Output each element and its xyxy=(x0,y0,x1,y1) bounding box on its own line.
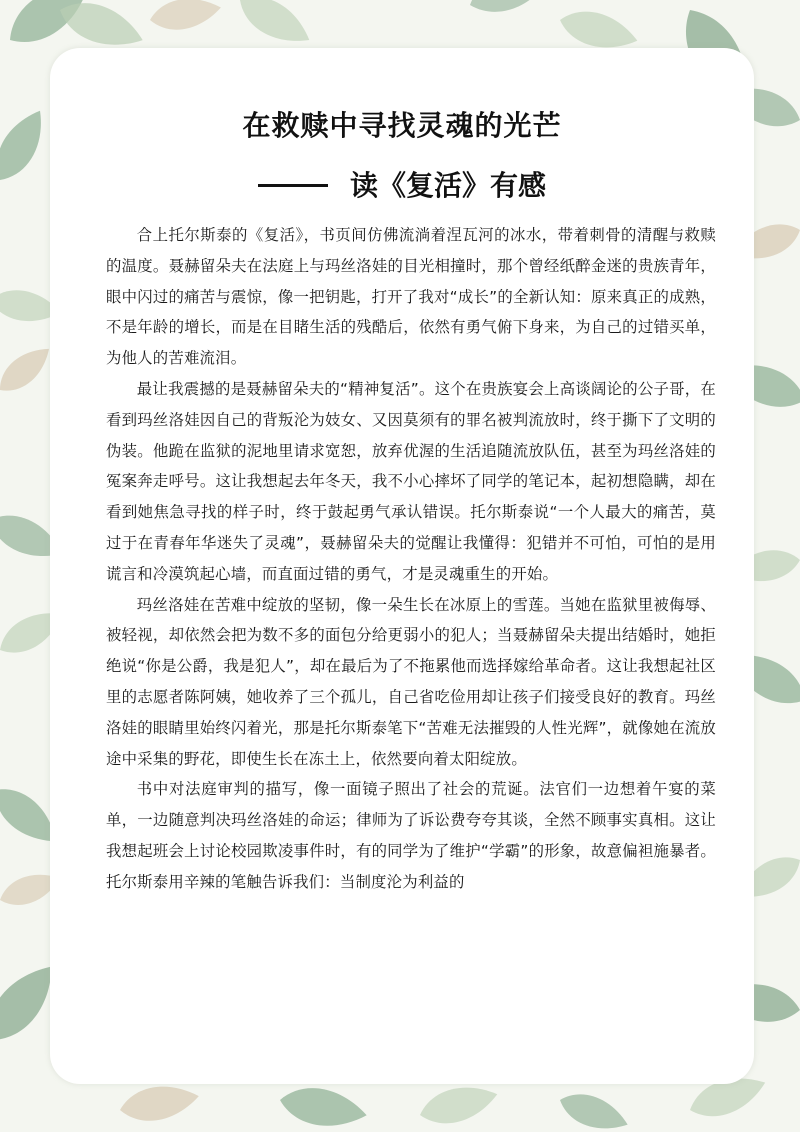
article-subtitle xyxy=(50,166,754,206)
paragraph-4: 书中对法庭审判的描写，像一面镜子照出了社会的荒诞。法官们一边想着午宴的菜单，一边随意判决玛丝洛娃的命运；律师为了诉讼费夸夸其谈，全然不顾事实真相。这让我想起班会上讨论校园欺凌事件时，有的同学为了维护“学霸”的形象，故意偏袒施暴者。托尔斯泰用辛辣的笔触告诉我们：当制度沦为利益的 xyxy=(106,780,716,891)
subtitle-dash xyxy=(258,184,328,187)
article-body xyxy=(106,220,716,898)
article-title: 在救赎中寻找灵魂的光芒 xyxy=(242,109,562,142)
article-subtitle-text: 读《复活》有感 xyxy=(349,169,546,202)
paragraph-2: 最让我震撼的是聂赫留朵夫的“精神复活”。这个在贵族宴会上高谈阔论的公子哥，在看到玛丝洛娃因自己的背叛沦为妓女、又因莫须有的罪名被判流放时，终于撕下了文明的伪装。他跪在监狱的泥地里请求宽恕，放弃优渥的生活追随流放队伍，甚至为玛丝洛娃的冤案奔走呼号。这让我想起去年冬天，我不小心摔坏了同学的笔记本，起初想隐瞒，却在看到她焦急寻找的样子时，终于鼓起勇气承认错误。托尔斯泰说“一个人最大的痛苦，莫过于在青春年华迷失了灵魂”，聂赫留朵夫的觉醒让我懂得：犯错并不可怕，可怕的是用谎言和冷漠筑起心墙，而直面过错的勇气，才是灵魂重生的开始。 xyxy=(106,379,716,583)
paragraph-1: 合上托尔斯泰的《复活》，书页间仿佛流淌着涅瓦河的冰水，带着刺骨的清醒与救赎的温度。聂赫留朵夫在法庭上与玛丝洛娃的目光相撞时，那个曾经纸醉金迷的贵族青年，眼中闪过的痛苦与震惊，像一把钥匙，打开了我对“成长”的全新认知：原来真正的成熟，不是年龄的增长，而是在目睹生活的残酷后，依然有勇气俯下身来，为自己的过错买单，为他人的苦难流泪。 xyxy=(106,226,716,368)
document-page xyxy=(50,48,754,1084)
paragraph-3: 玛丝洛娃在苦难中绽放的坚韧，像一朵生长在冰原上的雪莲。当她在监狱里被侮辱、被轻视，却依然会把为数不多的面包分给更弱小的犯人；当聂赫留朵夫提出结婚时，她拒绝说“你是公爵，我是犯人”，却在最后为了不拖累他而选择嫁给革命者。这让我想起社区里的志愿者陈阿姨，她收养了三个孤儿，自己省吃俭用却让孩子们接受良好的教育。玛丝洛娃的眼睛里始终闪着光，那是托尔斯泰笔下“苦难无法摧毁的人性光辉”，就像她在流放途中采集的野花，即使生长在冻土上，依然要向着太阳绽放。 xyxy=(106,595,716,768)
